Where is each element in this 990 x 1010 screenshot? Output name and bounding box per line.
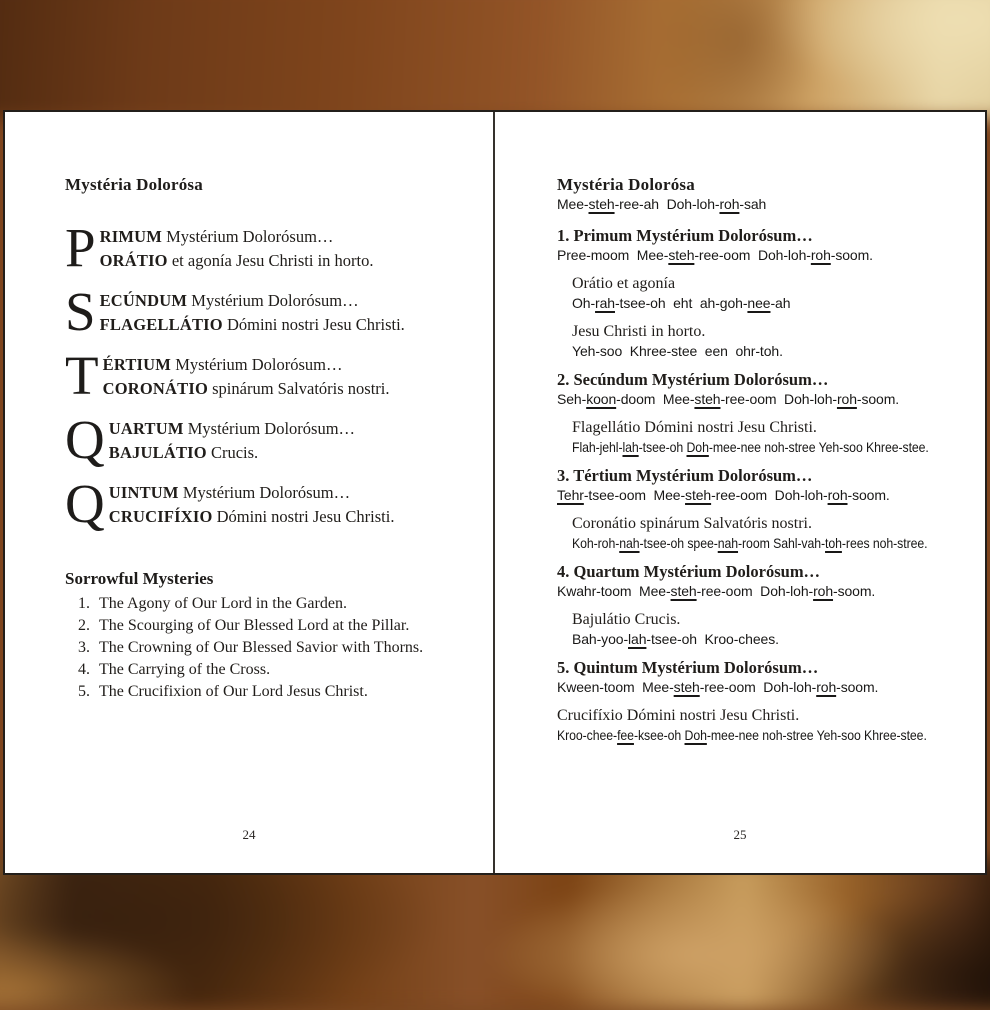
mystery-section-block bbox=[557, 370, 969, 409]
stressed-syllable: steh bbox=[588, 196, 615, 212]
pron-text: -mee-nee noh-stree Yeh-soo Khree-stee. bbox=[706, 727, 927, 743]
drop-cap-letter: T bbox=[65, 345, 99, 406]
stressed-syllable: roh bbox=[810, 247, 831, 263]
stressed-syllable: steh bbox=[673, 679, 700, 695]
pron-text: -soom. bbox=[830, 247, 873, 263]
stressed-syllable: roh bbox=[719, 196, 740, 212]
drop-cap-letter: Q bbox=[65, 473, 105, 534]
latin-line-mystery: CORONÁTIO spinárum Salvatóris nostri. bbox=[102, 379, 390, 398]
latin-text: Bajulátio Crucis. bbox=[572, 611, 681, 628]
pron-text: -tsee-oh spee- bbox=[639, 535, 718, 551]
latin-mystery-paragraph bbox=[65, 217, 465, 278]
pron-text: -rees noh-stree. bbox=[841, 535, 928, 551]
latin-line-mystery: FLAGELLÁTIO Dómini nostri Jesu Christi. bbox=[99, 315, 405, 334]
stressed-syllable: steh bbox=[670, 583, 697, 599]
pron-text: -tsee-oom Mee- bbox=[583, 487, 686, 503]
pronunciation-line bbox=[557, 486, 969, 505]
latin-line-mystery: BAJULÁTIO Crucis. bbox=[108, 443, 259, 462]
latin-line-mystery: CRUCIFÍXIO Dómini nostri Jesu Christi. bbox=[108, 507, 395, 526]
latin-text: Coronátio spinárum Salvatóris nostri. bbox=[572, 515, 812, 532]
item-text: The Crowning of Our Blessed Savior with Thorns. bbox=[99, 639, 424, 656]
stressed-syllable: steh bbox=[694, 391, 721, 407]
drop-cap-letter: S bbox=[65, 281, 96, 342]
stressed-syllable: nee bbox=[747, 295, 771, 311]
stressed-syllable: rah bbox=[595, 295, 615, 311]
latin-text: Jesu Christi in horto. bbox=[572, 323, 706, 340]
page-number-right: 25 bbox=[733, 827, 747, 842]
pron-text: -tsee-oh Kroo-chees. bbox=[646, 631, 779, 647]
stressed-syllable: Tehr bbox=[557, 487, 584, 503]
pron-text: -ree-oom Doh-loh- bbox=[694, 247, 811, 263]
latin-line-mystery: ORÁTIO et agonía Jesu Christi in horto. bbox=[99, 251, 374, 270]
stressed-syllable: koon bbox=[586, 391, 617, 407]
pron-text: Yeh-soo Khree-stee een ohr-toh. bbox=[572, 343, 783, 359]
pron-text: Oh- bbox=[572, 295, 596, 311]
sorrowful-mystery-item bbox=[65, 593, 465, 615]
pron-text: Seh- bbox=[557, 391, 587, 407]
pron-text: Koh-roh- bbox=[572, 535, 620, 551]
stressed-syllable: roh bbox=[827, 487, 848, 503]
mystery-section-block bbox=[557, 658, 969, 697]
stressed-syllable: lah bbox=[628, 631, 647, 647]
stressed-syllable: roh bbox=[813, 583, 834, 599]
pron-text: -soom. bbox=[847, 487, 890, 503]
pron-text: -ree-ah Doh-loh- bbox=[614, 196, 720, 212]
item-text: The Agony of Our Lord in the Garden. bbox=[99, 595, 347, 612]
right-page bbox=[495, 112, 985, 873]
stressed-syllable: fee bbox=[617, 727, 634, 743]
latin-phrase-block bbox=[557, 274, 969, 313]
left-page bbox=[5, 112, 495, 873]
pron-text: Pree-moom Mee- bbox=[557, 247, 669, 263]
latin-text: Crucifíxio Dómini nostri Jesu Christi. bbox=[557, 707, 800, 724]
latin-mystery-paragraph bbox=[65, 409, 465, 470]
latin-text: 2. Secúndum Mystérium Dolorósum… bbox=[557, 370, 829, 389]
latin-line-announce: ÉRTIUM Mystérium Dolorósum… bbox=[102, 355, 343, 374]
stressed-syllable: nah bbox=[619, 535, 640, 551]
pron-text: -soom. bbox=[833, 583, 876, 599]
right-page-title: Mystéria Dolorósa bbox=[557, 175, 695, 194]
latin-phrase-block bbox=[557, 514, 969, 553]
stressed-syllable: Doh bbox=[684, 727, 707, 743]
item-number: 3. bbox=[78, 639, 90, 656]
pronunciation-line bbox=[572, 534, 969, 553]
item-number: 4. bbox=[78, 661, 90, 678]
sorrowful-mystery-item bbox=[65, 615, 465, 637]
pron-text: Mee- bbox=[557, 196, 589, 212]
pronunciation-blocks-section bbox=[557, 226, 969, 745]
pron-text: -soom. bbox=[856, 391, 900, 407]
item-number: 2. bbox=[78, 617, 90, 634]
sorrowful-mystery-item bbox=[65, 681, 465, 703]
latin-text: 1. Primum Mystérium Dolorósum… bbox=[557, 226, 813, 245]
book-spread bbox=[3, 110, 987, 875]
pron-text: Kween-toom Mee- bbox=[557, 679, 674, 695]
pronunciation-line bbox=[572, 342, 969, 361]
pronunciation-line bbox=[557, 678, 969, 697]
pron-text: -doom Mee- bbox=[616, 391, 695, 407]
stressed-syllable: steh bbox=[668, 247, 695, 263]
mystery-section-block bbox=[557, 226, 969, 265]
drop-cap-letter: Q bbox=[65, 409, 105, 470]
latin-phrase-block bbox=[557, 610, 969, 649]
pronunciation-line bbox=[572, 630, 969, 649]
left-page-title: Mystéria Dolorósa bbox=[65, 175, 203, 194]
pron-text: -ree-oom Doh-loh- bbox=[699, 679, 817, 695]
item-number: 1. bbox=[78, 595, 90, 612]
stressed-syllable: roh bbox=[816, 679, 837, 695]
pron-text: -mee-nee noh-stree Yeh-soo Khree-stee. bbox=[708, 439, 929, 455]
pron-text: Bah-yoo- bbox=[572, 631, 629, 647]
latin-line-announce: UARTUM Mystérium Dolorósum… bbox=[108, 419, 356, 438]
stressed-syllable: roh bbox=[836, 391, 857, 407]
pronunciation-line bbox=[557, 390, 969, 409]
item-number: 5. bbox=[78, 683, 90, 700]
latin-line-announce: UINTUM Mystérium Dolorósum… bbox=[108, 483, 351, 502]
pron-text: Flah-jehl- bbox=[572, 439, 623, 455]
sorrowful-mystery-item bbox=[65, 637, 465, 659]
pronunciation-line bbox=[557, 582, 969, 601]
latin-phrase-block bbox=[557, 322, 969, 361]
pron-text: -room Sahl-vah- bbox=[738, 535, 826, 551]
mystery-section-block bbox=[557, 466, 969, 505]
pron-text: -sah bbox=[739, 196, 767, 212]
latin-text: Flagellátio Dómini nostri Jesu Christi. bbox=[572, 419, 817, 436]
stressed-syllable: lah bbox=[622, 439, 639, 455]
sorrowful-mysteries-list bbox=[65, 593, 465, 703]
pron-text: -ah bbox=[770, 295, 791, 311]
mystery-section-block bbox=[557, 562, 969, 601]
pronunciation-line bbox=[572, 438, 969, 457]
latin-mystery-paragraph bbox=[65, 473, 465, 534]
page-number-left: 24 bbox=[242, 827, 256, 842]
pronunciation-line bbox=[557, 246, 969, 265]
latin-text: Orátio et agonía bbox=[572, 275, 676, 292]
latin-mystery-paragraph bbox=[65, 281, 465, 342]
latin-text: 5. Quintum Mystérium Dolorósum… bbox=[557, 658, 819, 677]
pron-text: Kwahr-toom Mee- bbox=[557, 583, 671, 599]
pron-text: -ksee-oh bbox=[633, 727, 685, 743]
pron-text: -ree-oom Doh-loh- bbox=[696, 583, 814, 599]
latin-line-announce: ECÚNDUM Mystérium Dolorósum… bbox=[99, 291, 359, 310]
pron-text: -tsee-oh eht ah-goh- bbox=[614, 295, 748, 311]
pronunciation-line bbox=[557, 726, 969, 745]
item-text: The Crucifixion of Our Lord Jesus Christ. bbox=[99, 683, 368, 700]
sorrowful-mystery-item bbox=[65, 659, 465, 681]
latin-text: 3. Tértium Mystérium Dolorósum… bbox=[557, 466, 813, 485]
latin-mysteries-section bbox=[65, 217, 465, 534]
pronunciation-line bbox=[572, 294, 969, 313]
title-pronunciation bbox=[557, 195, 969, 214]
pron-text: -tsee-oh bbox=[638, 439, 687, 455]
item-text: The Scourging of Our Blessed Lord at the Pillar. bbox=[99, 617, 410, 634]
pron-text: Kroo-chee- bbox=[557, 727, 618, 743]
item-text: The Carrying of the Cross. bbox=[99, 661, 271, 678]
stressed-syllable: steh bbox=[685, 487, 712, 503]
sorrowful-mysteries-heading: Sorrowful Mysteries bbox=[65, 569, 214, 588]
stressed-syllable: nah bbox=[717, 535, 739, 551]
pron-text: -ree-oom Doh-loh- bbox=[711, 487, 828, 503]
latin-mystery-paragraph bbox=[65, 345, 465, 406]
latin-text: 4. Quartum Mystérium Dolorósum… bbox=[557, 562, 821, 581]
pron-text: -soom. bbox=[836, 679, 879, 695]
latin-line-announce: RIMUM Mystérium Dolorósum… bbox=[99, 227, 334, 246]
stressed-syllable: Doh bbox=[686, 439, 709, 455]
latin-phrase-block bbox=[557, 418, 969, 457]
stressed-syllable: toh bbox=[825, 535, 842, 551]
drop-cap-letter: P bbox=[65, 217, 96, 278]
pron-text: -ree-oom Doh-loh- bbox=[720, 391, 837, 407]
latin-phrase-block bbox=[557, 706, 969, 745]
